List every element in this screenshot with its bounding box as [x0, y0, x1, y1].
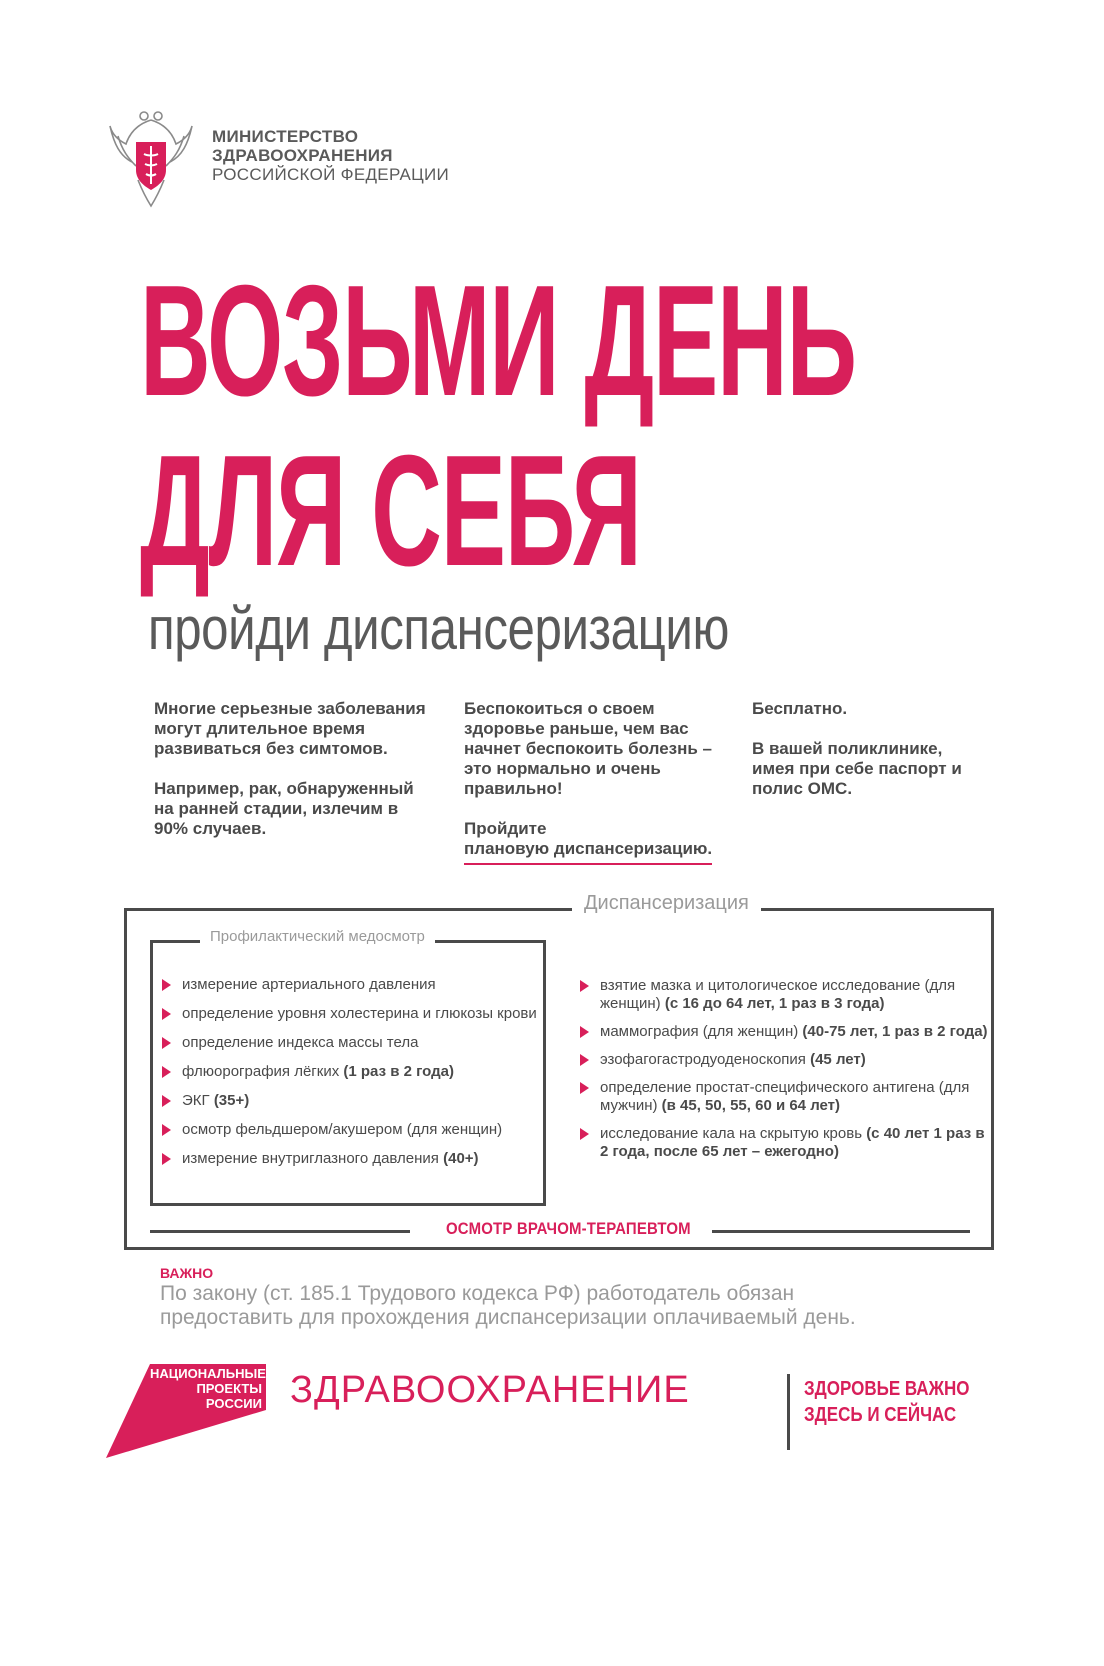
bullet-triangle-icon [580, 980, 589, 992]
list-item: определение уровня холестерина и глюкозы крови [160, 1005, 540, 1023]
column-1-paragraph-2: Например, рак, обнаруженный на ранней стадии, излечим в 90% случаев. [154, 779, 414, 838]
checkup-list [160, 976, 540, 1179]
list-item: взятие мазка и цитологическое исследование (для женщин) (с 16 до 64 лет, 1 раз в 3 года) [578, 977, 988, 1013]
list-item: флюорография лёгких (1 раз в 2 года) [160, 1063, 540, 1081]
ministry-line-1: МИНИСТЕРСТВО [212, 127, 359, 146]
bullet-triangle-icon [580, 1082, 589, 1094]
ministry-title [212, 127, 449, 184]
divider-right [712, 1230, 970, 1233]
bullet-triangle-icon [162, 1066, 171, 1078]
column-1-paragraph-1: Многие серьезные заболевания могут длительное время развиваться без симтомов. [154, 699, 426, 758]
bullet-triangle-icon [162, 1095, 171, 1107]
bullet-triangle-icon [162, 1037, 171, 1049]
ministry-line-3: РОССИЙСКОЙ ФЕДЕРАЦИИ [212, 165, 450, 184]
np-line-1: НАЦИОНАЛЬНЫЕ [150, 1366, 266, 1381]
column-2 [464, 699, 734, 865]
np-line-3: РОССИИ [205, 1396, 262, 1411]
important-text: По закону (ст. 185.1 Трудового кодекса РФ) работодатель обязан предоставить для прохождения диспансеризации оплачиваемый день. [160, 1282, 856, 1329]
column-3 [752, 699, 982, 819]
headline-line-2: ДЛЯ СЕБЯ [140, 423, 641, 599]
np-line-2: ПРОЕКТЫ [196, 1381, 262, 1396]
headline-line-1: ВОЗЬМИ ДЕНЬ [140, 253, 856, 429]
slogan-line-2: ЗДЕСЬ И СЕЙЧАС [804, 1404, 957, 1426]
list-item: измерение внутриглазного давления (40+) [160, 1150, 540, 1168]
bullet-triangle-icon [162, 1008, 171, 1020]
slogan-line-1: ЗДОРОВЬЕ ВАЖНО [804, 1378, 970, 1400]
project-name: ЗДРАВООХРАНЕНИЕ [290, 1369, 690, 1411]
bullet-triangle-icon [162, 1124, 171, 1136]
list-item: определение простат-специфического антигена (для мужчин) (в 45, 50, 55, 60 и 64 лет) [578, 1079, 988, 1115]
column-2-paragraph-1: Беспокоиться о своем здоровье раньше, чем вас начнет беспокоить болезнь – это нормально и очень правильно! [464, 699, 713, 798]
bullet-triangle-icon [580, 1026, 589, 1038]
ministry-emblem-icon [108, 110, 194, 208]
checkup-box-label: Профилактический медосмотр [200, 928, 435, 945]
column-3-paragraph-1: Бесплатно. [752, 699, 848, 718]
slogan [804, 1376, 969, 1428]
list-item: ЭКГ (35+) [160, 1092, 540, 1110]
dispensary-list [578, 977, 988, 1171]
column-2-underlined-cta: плановую диспансеризацию. [464, 839, 712, 865]
list-item: исследование кала на скрытую кровь (с 40 лет 1 раз в 2 года, после 65 лет – ежегодно) [578, 1125, 988, 1161]
bullet-triangle-icon [580, 1128, 589, 1140]
therapist-exam-label: ОСМОТР ВРАЧОМ-ТЕРАПЕВТОМ [446, 1219, 691, 1238]
column-3-paragraph-2: В вашей поликлинике, имея при себе паспорт и полис ОМС. [752, 739, 962, 798]
divider-left [150, 1230, 410, 1233]
dispensary-box-label: Диспансеризация [572, 892, 761, 915]
list-item: эзофагогастродуоденоскопия (45 лет) [578, 1051, 988, 1069]
list-item: осмотр фельдшером/акушером (для женщин) [160, 1121, 540, 1139]
column-1 [154, 699, 434, 859]
column-2-paragraph-2a: Пройдите [464, 819, 547, 838]
headline-subtitle: пройди диспансеризацию [148, 595, 729, 662]
list-item: измерение артериального давления [160, 976, 540, 994]
list-item: определение индекса массы тела [160, 1034, 540, 1052]
list-item: маммография (для женщин) (40-75 лет, 1 раз в 2 года) [578, 1023, 988, 1041]
important-title: ВАЖНО [160, 1265, 214, 1281]
national-projects-text [150, 1366, 266, 1411]
bullet-triangle-icon [162, 979, 171, 991]
footer-divider [787, 1374, 790, 1450]
bullet-triangle-icon [162, 1153, 171, 1165]
bullet-triangle-icon [580, 1054, 589, 1066]
ministry-line-2: ЗДРАВООХРАНЕНИЯ [212, 146, 393, 165]
